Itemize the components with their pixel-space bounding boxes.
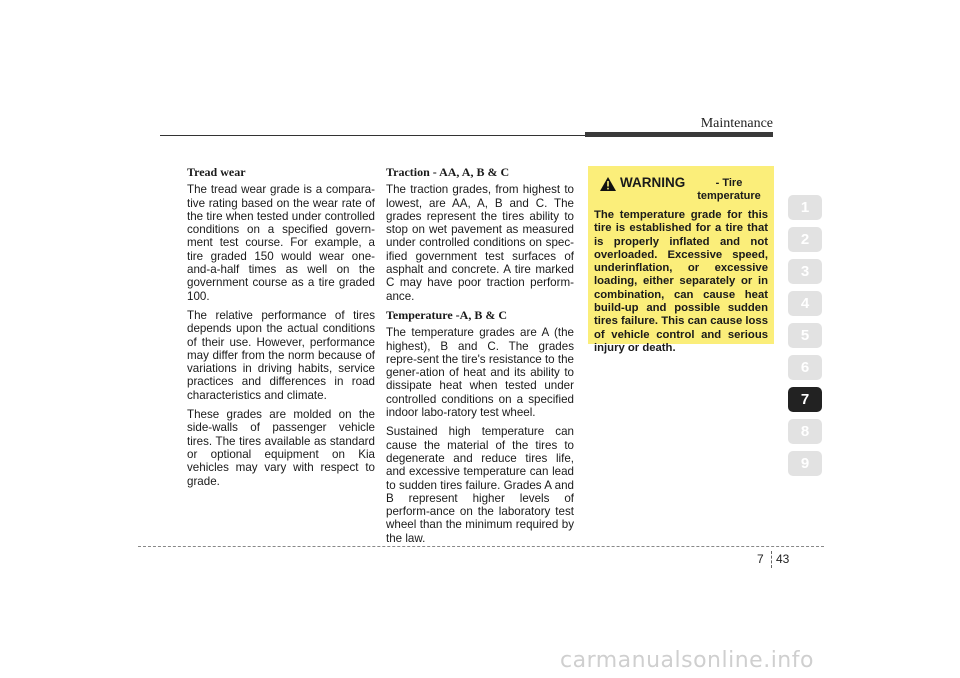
chapter-tab-7[interactable]: 7 [788,387,822,412]
temperature-paragraph: Sustained high temperature can cause the material of the tires to degenerate and reduce tires life, and excessive temperature can lead to sudden tires failure. Grades A and B represent higher levels of perform-ance on the laboratory test wheel than the minimum required by the law. [386,425,574,545]
chapter-tab-4[interactable]: 4 [788,291,822,316]
footer-chapter-number: 7 [757,552,764,566]
header-rule-thick [585,132,773,137]
header-rule-thin [160,135,590,136]
tread-wear-paragraph: The tread wear grade is a compara-tive rating based on the wear rate of the tire when tested under controlled conditions on a specified govern-ment test course. For example, a tire graded 150 would wear one-and-a-half times as well on the government course as a tire graded 100. [187,183,375,303]
chapter-tab-2[interactable]: 2 [788,227,822,252]
chapter-tab-1[interactable]: 1 [788,195,822,220]
warning-triangle-icon [600,177,616,191]
footer-page-number: 43 [776,552,790,566]
temperature-paragraph: The temperature grades are A (the highest), B and C. The grades repre-sent the tire's resistance to the gener-ation of heat and its ability to dissipate heat when tested under controlled conditions on a specified indoor labo-ratory test wheel. [386,326,574,420]
warning-body: The temperature grade for this tire is established for a tire that is properly inflated and not overloaded. Excessive speed, underinflation, or excessive loading, either separately or in combination, can cause heat build-up and possible sudden tires failure. This can cause loss of vehicle control and serious injury or death. [594,209,768,354]
warning-header [594,174,768,204]
footer-separator [771,551,772,568]
tread-wear-heading: Tread wear [187,165,246,179]
traction-paragraph: The traction grades, from highest to lowest, are AA, A, B and C. The grades represent the tires ability to stop on wet pavement as measured under controlled conditions on spec-ified government test surfaces of asphalt and concrete. A tire marked C may have poor traction perform-ance. [386,183,574,303]
chapter-tab-3[interactable]: 3 [788,259,822,284]
column-tread-wear [187,166,375,494]
chapter-tab-8[interactable]: 8 [788,419,822,444]
tread-wear-paragraph: The relative performance of tires depends upon the actual conditions of their use. However, performance may differ from the norm because of variations in driving habits, service practices and differences in road characteristics and climate. [187,308,375,402]
footer-rule [138,546,824,547]
chapter-tab-5[interactable]: 5 [788,323,822,348]
temperature-heading: Temperature -A, B & C [386,307,507,322]
warning-subtitle: - Tire temperature [697,177,761,202]
chapter-tab-9[interactable]: 9 [788,451,822,476]
section-title: Maintenance [700,116,773,131]
warning-box [588,166,774,354]
warning-title: WARNING [620,175,686,190]
column-traction-temperature [386,166,574,551]
chapter-tab-6[interactable]: 6 [788,355,822,380]
watermark: carmanualsonline.info [560,648,814,673]
chapter-tabs [788,195,822,483]
traction-heading: Traction - AA, A, B & C [386,165,510,179]
tread-wear-paragraph: These grades are molded on the side-walls of passenger vehicle tires. The tires available as standard or optional equipment on Kia vehicles may vary with respect to grade. [187,408,375,488]
